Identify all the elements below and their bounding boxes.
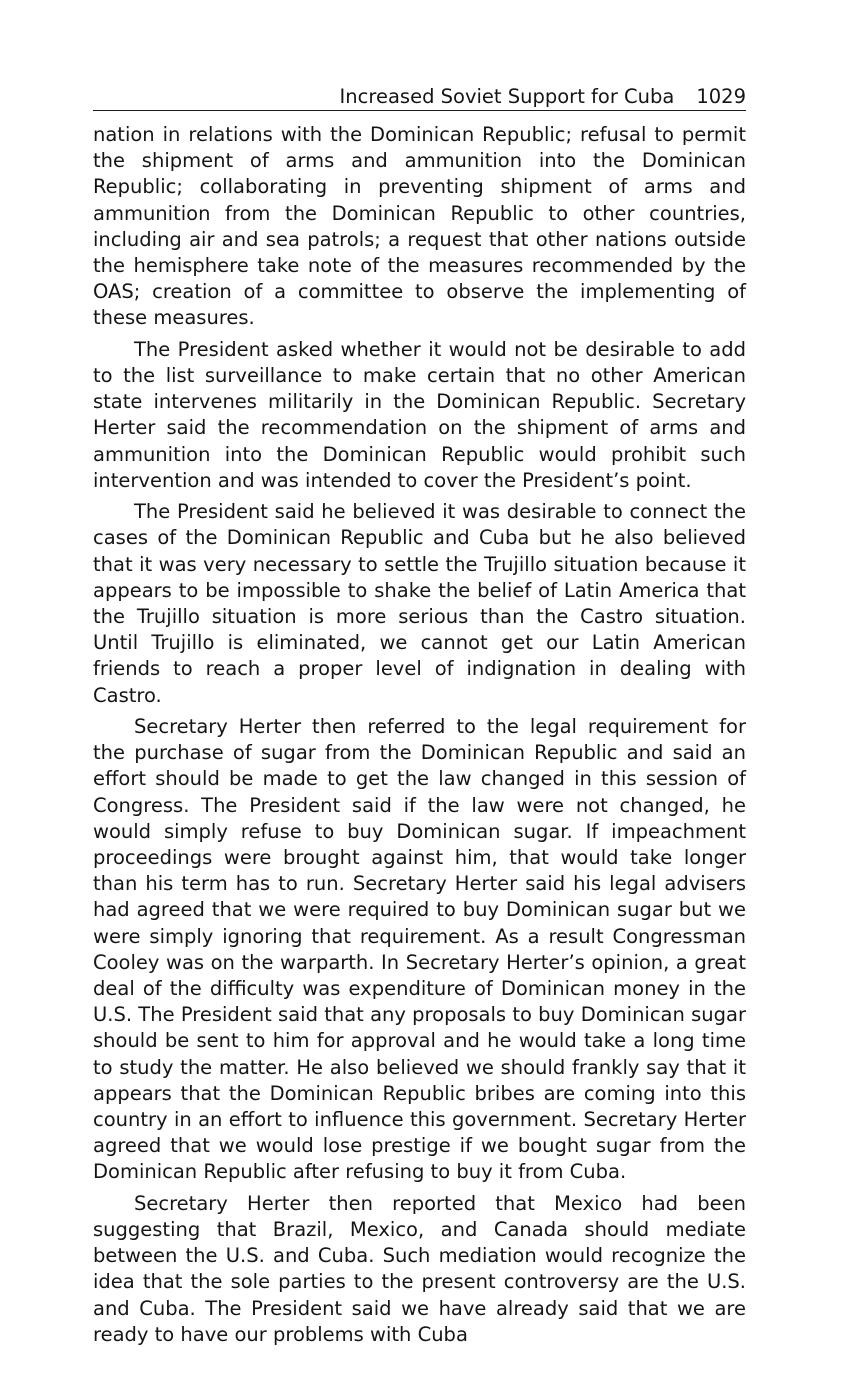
body-text	[93, 122, 746, 1348]
paragraph-continued: nation in relations with the Dominican Republic; refusal to permit the shipment of arms and ammunition into the Dominican Republic; collaborating in preventing shipment of arms and ammunition from the Dominican Republic to other countries, including air and sea patrols; a request that other nations outside the hemisphere take note of the measures recommended by the OAS; creation of a committee to observe the implementing of these measures.	[93, 123, 746, 330]
paragraph: The President said he believed it was desirable to connect the cases of the Dominican Republic and Cuba but he also believed that it was very necessary to settle the Trujillo situation because it appears to be impossible to shake the belief of Latin America that the Trujillo situation is more serious than the Castro situation. Until Trujillo is eliminated, we cannot get our Latin American friends to reach a proper level of indignation in dealing with Castro.	[93, 500, 746, 707]
paragraph: Secretary Herter then referred to the legal requirement for the purchase of sugar from the Dominican Republic and said an effort should be made to get the law changed in this session of Congress. The President said if the law were not changed, he would simply refuse to buy Dominican sugar. If impeachment proceedings were brought against him, that would take longer than his term has to run. Secretary Herter said his legal advisers had agreed that we were required to buy Dominican sugar but we were simply ignoring that requirement. As a result Congressman Cooley was on the warparth. In Secretary Herter’s opinion, a great deal of the difficulty was expenditure of Dominican money in the U.S. The President said that any proposals to buy Dominican sugar should be sent to him for approval and he would take a long time to study the matter. He also believed we should frankly say that it appears that the Dominican Republic bribes are coming into this country in an effort to influence this government. Secretary Herter agreed that we would lose prestige if we bought sugar from the Dominican Republic after refusing to buy it from Cuba.	[93, 715, 746, 1184]
page-number: 1029	[696, 85, 746, 108]
paragraph: The President asked whether it would not be desirable to add to the list surveillance to make certain that no other American state intervenes militarily in the Dominican Republic. Secretary Herter said the recommendation on the shipment of arms and ammunition into the Dominican Republic would prohibit such intervention and was intended to cover the President’s point.	[93, 337, 746, 492]
paragraph: Secretary Herter then reported that Mexico had been suggesting that Brazil, Mexico, and Canada should mediate between the U.S. and Cuba. Such mediation would recognize the idea that the sole parties to the present controversy are the U.S. and Cuba. The President said we have already said that we are ready to have our problems with Cuba	[93, 1191, 746, 1346]
running-header	[93, 84, 746, 111]
header-title: Increased Soviet Support for Cuba	[339, 85, 675, 108]
document-page	[93, 84, 746, 1353]
